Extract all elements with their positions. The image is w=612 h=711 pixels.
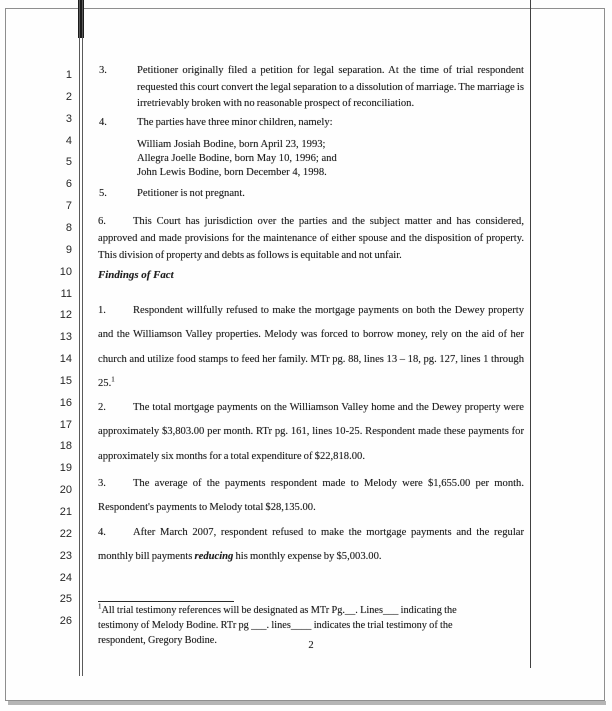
line-number: 4 bbox=[65, 134, 72, 147]
finding-paragraph-1 bbox=[98, 299, 524, 397]
line-number: 16 bbox=[59, 396, 72, 409]
finding-number: 1. bbox=[98, 305, 106, 316]
item-number: 6. bbox=[98, 216, 106, 227]
line-number: 9 bbox=[65, 243, 72, 256]
finding-paragraph-4 bbox=[98, 521, 524, 570]
finding-text: The total mortgage payments on the Williamson Valley home and the Dewey property were approximately $3,803.00 per month. RTr pg. 161, lines 10-25. Respondent made these payments for approximately six months for a total expenditure of $22,818.00. bbox=[98, 402, 524, 462]
child-line: John Lewis Bodine, born December 4, 1998. bbox=[137, 166, 327, 178]
item-text: Petitioner is not pregnant. bbox=[137, 188, 245, 199]
line-number: 25 bbox=[59, 593, 72, 606]
finding-text-before: After March 2007, respondent refused to make the mortgage payments and the regular monthly bill payments bbox=[98, 527, 524, 563]
line-number: 6 bbox=[65, 178, 72, 191]
finding-number: 2. bbox=[98, 402, 106, 413]
finding-text: Respondent willfully refused to make the mortgage payments on both the Dewey property and the Williamson Valley properties. Melody was forced to borrow money, rely on the aid of her church and utilize food stamps to feed her family. MTr pg. 88, lines 13 – 18, pg. 127, lines 1 through 25. bbox=[98, 305, 524, 390]
line-number: 15 bbox=[59, 374, 72, 387]
line-number: 22 bbox=[59, 527, 72, 540]
item-number: 5. bbox=[99, 188, 107, 199]
item-text: This Court has jurisdiction over the parties and the subject matter and has considered, approved and made provisions for the maintenance of either spouse and the disposition of property. This division of property and debts as follows is equitable and not unfair. bbox=[98, 216, 524, 261]
line-number: 3 bbox=[65, 112, 72, 125]
line-number: 18 bbox=[59, 440, 72, 453]
item-text: The parties have three minor children, namely: bbox=[137, 117, 333, 128]
document-text-column bbox=[98, 0, 524, 711]
children-list bbox=[98, 138, 524, 179]
numbered-item-4 bbox=[98, 115, 524, 132]
line-number: 19 bbox=[59, 462, 72, 475]
footnote-number: 1 bbox=[98, 602, 102, 611]
finding-text-emphasis: reducing bbox=[194, 551, 234, 563]
item-text: Petitioner originally filed a petition for legal separation. At the time of trial respondent requested this court convert the legal separation to a dissolution of marriage. The marriage is irretrievably broken with no reasonable prospect of reconciliation. bbox=[137, 65, 524, 110]
line-number: 23 bbox=[59, 549, 72, 562]
pleading-right-rule bbox=[530, 0, 531, 668]
pleading-left-double-rule bbox=[79, 0, 83, 676]
numbered-item-3 bbox=[98, 63, 524, 113]
findings-of-fact-heading: Findings of Fact bbox=[98, 269, 174, 281]
finding-paragraph-2 bbox=[98, 396, 524, 469]
line-number: 13 bbox=[59, 331, 72, 344]
item-number: 4. bbox=[99, 117, 107, 128]
child-line: Allegra Joelle Bodine, born May 10, 1996; and bbox=[137, 152, 337, 164]
line-number: 17 bbox=[59, 418, 72, 431]
finding-number: 3. bbox=[98, 478, 106, 489]
footnote-reference-mark: 1 bbox=[111, 375, 115, 384]
finding-number: 4. bbox=[98, 527, 106, 538]
finding-text-after: his monthly expense by $5,003.00. bbox=[233, 551, 382, 563]
line-number: 8 bbox=[65, 221, 72, 234]
page-number: 2 bbox=[308, 640, 314, 651]
line-number: 10 bbox=[59, 265, 72, 278]
line-number: 12 bbox=[59, 309, 72, 322]
line-number: 14 bbox=[59, 353, 72, 366]
child-line: William Josiah Bodine, born April 23, 1993; bbox=[137, 139, 326, 150]
numbered-item-5 bbox=[98, 186, 524, 203]
line-number: 24 bbox=[59, 571, 72, 584]
line-number: 21 bbox=[59, 506, 72, 518]
line-number: 20 bbox=[59, 484, 72, 497]
line-number-column bbox=[38, 0, 72, 711]
line-number: 2 bbox=[65, 90, 72, 103]
line-number: 11 bbox=[60, 287, 72, 300]
finding-paragraph-3 bbox=[98, 472, 524, 521]
line-number: 1 bbox=[65, 69, 72, 81]
numbered-item-6 bbox=[98, 214, 524, 264]
line-number: 5 bbox=[65, 156, 72, 169]
line-number: 26 bbox=[59, 615, 72, 628]
footnote-text: All trial testimony references will be designated as MTr Pg.__. Lines___ indicating the testimony of Melody Bodine. RTr pg ___. lines____ indicates the trial testimony of the respondent, Gregory Bodine. bbox=[98, 605, 457, 646]
line-number: 7 bbox=[65, 200, 72, 213]
finding-text: The average of the payments respondent made to Melody were $1,655.00 per month. Respondent's payments to Melody total $28,135.00. bbox=[98, 478, 524, 514]
item-number: 3. bbox=[99, 65, 107, 76]
footnote-separator-rule bbox=[98, 601, 234, 602]
